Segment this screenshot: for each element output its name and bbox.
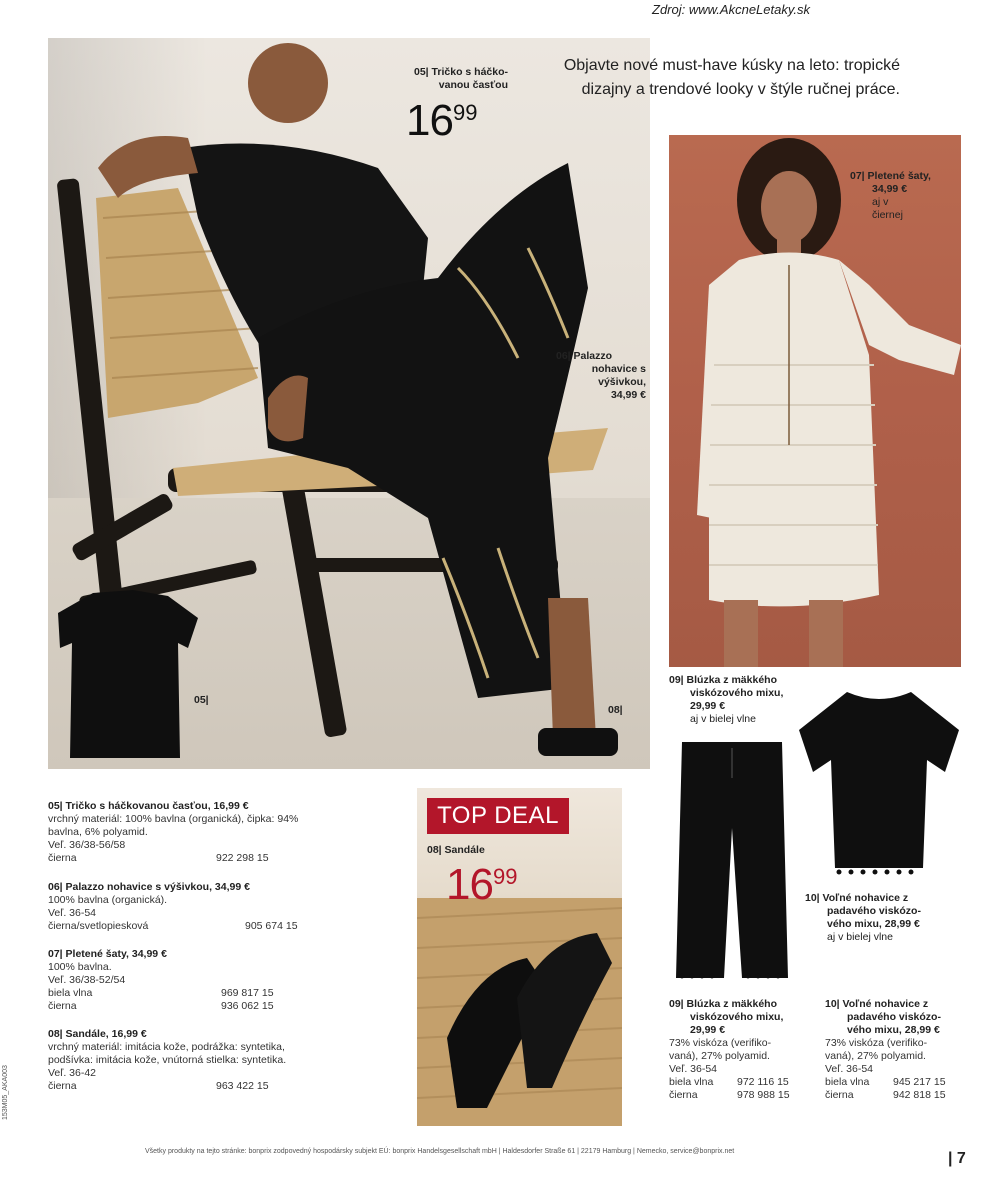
desc-line: vrchný materiál: imitácia kože, podrážka: syntetika, [48,1041,285,1053]
desc-title: viskózového mixu, [690,1011,784,1023]
item-price: 29,99 € [690,700,726,712]
item-name: Sandále [444,844,485,856]
desc-line: 73% viskóza (verifiko- [669,1037,772,1049]
desc-size: Veľ. 36-54 [825,1063,874,1075]
blouse-product-image [795,688,963,878]
desc-09 [669,998,809,1102]
hero-illustration [48,38,650,769]
sandal-deal-photo [417,788,622,1126]
item-name-line: Tričko s háčko- [431,66,508,78]
item-number: 09| [669,674,684,686]
desc-title: 06| Palazzo nohavice s výšivkou, 34,99 € [48,881,250,893]
desc-color: čierna/svetlopiesková [48,920,149,932]
desc-title: padavého viskózo- [847,1011,941,1023]
desc-code: 978 988 15 [737,1089,790,1101]
pants-label-10 [805,892,955,944]
item-name-line: Voľné nohavice z [822,892,909,904]
hero-photo [48,38,650,769]
desc-color: čierna [825,1089,854,1101]
hero-label-05 [388,66,508,92]
desc-code: 945 217 15 [893,1076,946,1088]
top-deal-badge: TOP DEAL [427,798,569,834]
item-variant: aj v [872,196,889,208]
desc-line: 73% viskóza (verifiko- [825,1037,928,1049]
price-decimal: 99 [452,100,478,125]
page-number: | 7 [948,1150,966,1167]
intro-text [520,54,900,102]
desc-color: čierna [48,1080,77,1092]
desc-color: biela vlna [48,987,93,999]
intro-line-1: Objavte nové must-have kúsky na leto: tropické [563,57,900,74]
item-variant: aj v bielej vlne [827,931,893,943]
price-integer: 16 [406,96,453,145]
item-number: 07| [850,170,865,182]
sandal-illustration [417,788,622,1126]
desc-08 [48,1028,368,1093]
source-credit: Zdroj: www.AkcneLetaky.sk [652,2,810,17]
deal-label-08 [427,844,485,857]
item-variant: čiernej [872,209,903,221]
desc-color: čierna [48,1000,77,1012]
item-name-line: Pletené šaty, [867,170,931,182]
price-decimal: 99 [492,864,518,889]
desc-color: biela vlna [825,1076,870,1088]
item-number: 08| [427,844,442,856]
desc-size: Veľ. 36/38-56/58 [48,839,126,851]
footer-legal: Všetky produkty na tejto stránke: bonprix zodpovedný hospodársky subjekt EÚ: bonprix Handelsgesellschaft mbH | Haldesdorfer Straße 61 | 22179 Hamburg | Nemecko, service@bonprix.net [145,1148,735,1155]
item-price: 34,99 € [610,389,646,401]
intro-line-2: dizajny a trendové looky v štýle ručnej práce. [581,81,900,98]
desc-size: Veľ. 36/38-52/54 [48,974,126,986]
desc-10 [825,998,965,1102]
side-code: 153M05_AKA003 [2,1065,9,1120]
desc-05 [48,800,368,865]
desc-title: 10| Voľné nohavice z [825,998,929,1010]
desc-code: 942 818 15 [893,1089,946,1101]
desc-07 [48,948,368,1013]
hero-label-06 [556,350,646,402]
desc-line: vaná), 27% polyamid. [669,1050,770,1062]
desc-title: 05| Tričko s háčkovanou časťou, 16,99 € [48,800,249,812]
deal-price-08 [446,860,517,910]
dress-label-07 [850,170,950,222]
desc-code: 963 422 15 [216,1080,269,1092]
desc-line: 100% bavlna. [48,961,112,973]
desc-line: bavlna, 6% polyamid. [48,826,148,838]
desc-code: 922 298 15 [216,852,269,864]
item-name-line: nohavice s [591,363,646,375]
desc-color: biela vlna [669,1076,714,1088]
tee-marker: 05| [194,694,209,706]
desc-06 [48,881,368,933]
item-name-line: vého mixu, 28,99 € [827,918,920,930]
item-number: 10| [805,892,820,904]
desc-line: vrchný materiál: 100% bavlna (organická), čipka: 94% [48,813,299,825]
blouse-label-09 [669,674,809,726]
desc-line: 100% bavlna (organická). [48,894,168,906]
desc-code: 969 817 15 [221,987,274,999]
item-number: 05| [414,66,429,78]
item-name-line: padavého viskózo- [827,905,921,917]
desc-color: čierna [669,1089,698,1101]
item-name-line: Blúzka z mäkkého [686,674,777,686]
desc-color: čierna [48,852,77,864]
desc-title: 07| Pletené šaty, 34,99 € [48,948,167,960]
desc-size: Veľ. 36-54 [669,1063,718,1075]
item-name-line: vanou časťou [438,79,508,91]
desc-line: vaná), 27% polyamid. [825,1050,926,1062]
desc-code: 972 116 15 [737,1076,789,1088]
item-variant: aj v bielej vlne [690,713,756,725]
pants-product-image [668,738,798,983]
price-integer: 16 [446,860,493,909]
sandal-marker: 08| [608,704,623,716]
item-name-line: Palazzo [573,350,613,362]
item-name-line: výšivkou, [598,376,646,388]
desc-code: 936 062 15 [221,1000,274,1012]
desc-size: Veľ. 36-54 [48,907,97,919]
item-number: 06| [556,350,571,362]
desc-code: 905 674 15 [245,920,298,932]
item-price: 34,99 € [872,183,908,195]
desc-line: podšívka: imitácia kože, vnútorná stielka: syntetika. [48,1054,287,1066]
desc-size: Veľ. 36-42 [48,1067,97,1079]
hero-price-05 [406,96,477,146]
item-name-line: viskózového mixu, [690,687,784,699]
desc-title: 08| Sandále, 16,99 € [48,1028,147,1040]
desc-title: 29,99 € [690,1024,726,1036]
desc-title: vého mixu, 28,99 € [847,1024,940,1036]
desc-title: 09| Blúzka z mäkkého [669,998,777,1010]
